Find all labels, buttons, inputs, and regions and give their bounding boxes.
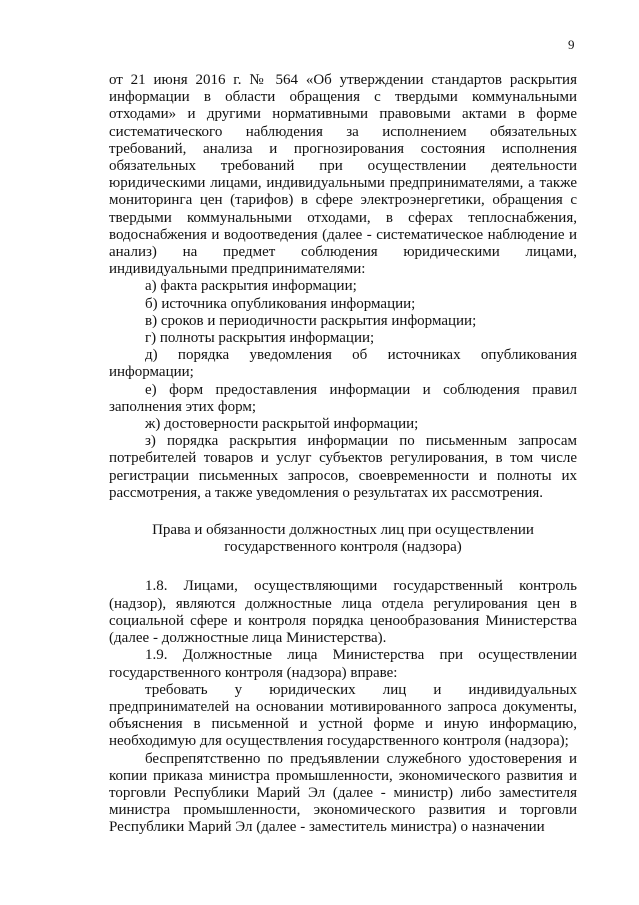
paragraph-right-visit: беспрепятственно по предъявлении служебного удостоверения и копии приказа министра промышленности, экономического развития и торговли Республики Марий Эл (далее - министр) либо заместителя министра промышленности, экономического развития и торговли Республики Марий Эл (далее - заместитель министра) о назначении xyxy=(109,750,577,836)
list-item-g: г) полноты раскрытия информации; xyxy=(145,330,375,347)
paragraph-1-9: 1.9. Должностные лица Министерства при осуществлении государственного контроля (надзора) вправе: xyxy=(109,647,577,681)
list-item-e: е) форм предоставления информации и соблюдения правил заполнения этих форм; xyxy=(109,381,577,415)
paragraph-intro: от 21 июня 2016 г. № 564 «Об утверждении стандартов раскрытия информации в области обращения с твердыми коммунальными отходами» и другими нормативными правовыми актами в форме систематического наблюдения за исполнением обязательных требований, анализа и прогнозирования состояния исполнения обязательных требований при осуществлении деятельности юридическими лицами, индивидуальными предпринимателями, а также мониторинга цен (тарифов) в сфере электроэнергетики, обращения с твердыми коммунальными отходами, в сферах теплоснабжения, водоснабжения и водоотведения (далее - систематическое наблюдение и анализ) на предмет соблюдения юридическими лицами, индивидуальными предпринимателями: xyxy=(109,72,577,278)
paragraph-1-8: 1.8. Лицами, осуществляющими государственный контроль (надзор), являются должностные лица отдела регулирования цен в социальной сфере и контроля порядка ценообразования Министерства (далее - должностные лица Министерства). xyxy=(109,578,577,647)
list-item-v: в) сроков и периодичности раскрытия информации; xyxy=(145,312,477,329)
list-item-zh: ж) достоверности раскрытой информации; xyxy=(145,416,419,433)
list-item-d: д) порядка уведомления об источниках опубликования информации; xyxy=(109,347,577,381)
list-item-a: а) факта раскрытия информации; xyxy=(145,278,357,295)
page-number: 9 xyxy=(568,37,575,52)
list-item-z: з) порядка раскрытия информации по письменным запросам потребителей товаров и услуг субъектов регулирования, в том числе регистрации письменных запросов, своевременности и полноты их рассмотрения, а также уведомления о результатах их рассмотрения. xyxy=(109,433,577,501)
document-body xyxy=(109,72,577,837)
section-heading: Права и обязанности должностных лиц при осуществлении государственного контроля (надзора) xyxy=(152,522,534,556)
paragraph-right-request: требовать у юридических лиц и индивидуальных предпринимателей на основании мотивированного запроса документы, объяснения в письменной и устной форме и иную информацию, необходимую для осуществления государственного контроля (надзора); xyxy=(109,681,577,750)
list-item-b: б) источника опубликования информации; xyxy=(145,295,416,312)
